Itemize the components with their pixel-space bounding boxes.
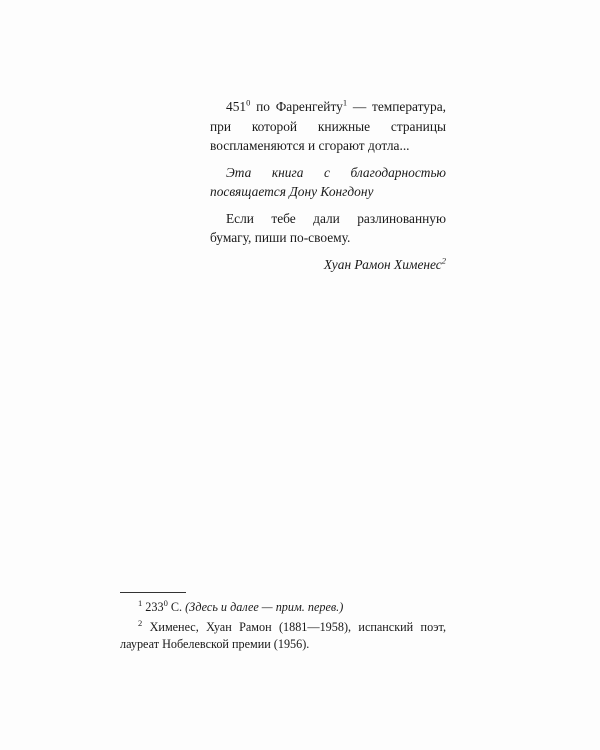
footnote-mark-1: 1: [138, 597, 143, 608]
footnote-1: [120, 599, 446, 617]
footnote-ref-2[interactable]: 2: [441, 255, 446, 266]
footnote-ref-1[interactable]: 1: [342, 97, 348, 108]
epigraph-block: [210, 97, 446, 274]
footnote-mark-2: 2: [138, 617, 143, 628]
dedication: Эта книга с благодарностью посвящается Дону Конгдону: [210, 164, 446, 199]
epigraph-quote: Если тебе дали разлинованную бумагу, пиши по-своему.: [210, 210, 446, 245]
footnote-1-degree: 0: [163, 597, 168, 608]
footnote-2-text: Хименес, Хуан Рамон (1881—1958), испанский поэт, лауреат Нобелевской премии (1956).: [120, 619, 446, 651]
footnote-2: [120, 619, 446, 654]
footnote-1-value: 233: [142, 600, 164, 614]
footnotes: [120, 592, 446, 654]
fahrenheit-paragraph: [210, 97, 446, 156]
fahrenheit-text: по Фаренгейту: [250, 99, 343, 114]
temperature-value: 451: [226, 99, 247, 114]
footnote-divider: [120, 592, 186, 593]
author-name: Хуан Рамон Хименес: [323, 256, 442, 272]
degree-mark: 0: [246, 97, 251, 108]
fahrenheit-text-rest: — температура, при которой книжные страницы воспламеняются и сгорают дотла...: [210, 99, 446, 153]
footnote-1-note: (Здесь и далее — прим. перев.): [185, 600, 344, 614]
epigraph-author: [210, 255, 446, 275]
footnote-1-unit: С.: [167, 600, 186, 614]
